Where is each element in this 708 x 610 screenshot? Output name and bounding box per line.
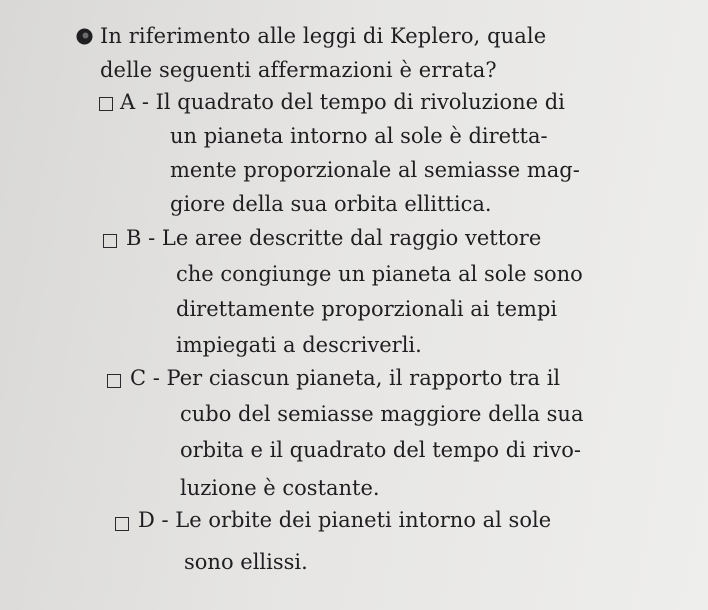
option-a-line-2: mente proporzionale al semiasse mag- (170, 158, 580, 182)
option-b-line-1: che congiunge un pianeta al sole sono (176, 262, 583, 286)
option-d-checkbox[interactable] (115, 517, 129, 531)
question-bullet-icon (76, 28, 93, 45)
option-b-checkbox[interactable] (103, 234, 117, 248)
option-b-line-3: impiegati a descriverli. (176, 333, 422, 357)
option-a-line-3: giore della sua orbita ellittica. (170, 192, 492, 216)
option-c-line-1: cubo del semiasse maggiore della sua (180, 402, 584, 426)
option-a-line-1: un pianeta intorno al sole è diretta- (170, 124, 548, 148)
question-text-line-1: In riferimento alle leggi di Keplero, quale (100, 24, 547, 48)
question-text-line-2: delle seguenti affermazioni è errata? (100, 58, 497, 82)
option-c-head: C - Per ciascun pianeta, il rapporto tra il (130, 366, 561, 390)
option-d-head: D - Le orbite dei pianeti intorno al sole (138, 508, 552, 532)
option-c-line-2: orbita e il quadrato del tempo di rivo- (180, 438, 581, 462)
option-b-head: B - Le aree descritte dal raggio vettore (126, 226, 542, 250)
option-d-line-1: sono ellissi. (184, 550, 308, 574)
option-c-checkbox[interactable] (107, 374, 121, 388)
option-a-head: A - Il quadrato del tempo di rivoluzione di (120, 90, 565, 114)
option-c-line-3: luzione è costante. (180, 476, 380, 500)
option-a-checkbox[interactable] (99, 97, 113, 111)
option-b-line-2: direttamente proporzionali ai tempi (176, 297, 558, 321)
